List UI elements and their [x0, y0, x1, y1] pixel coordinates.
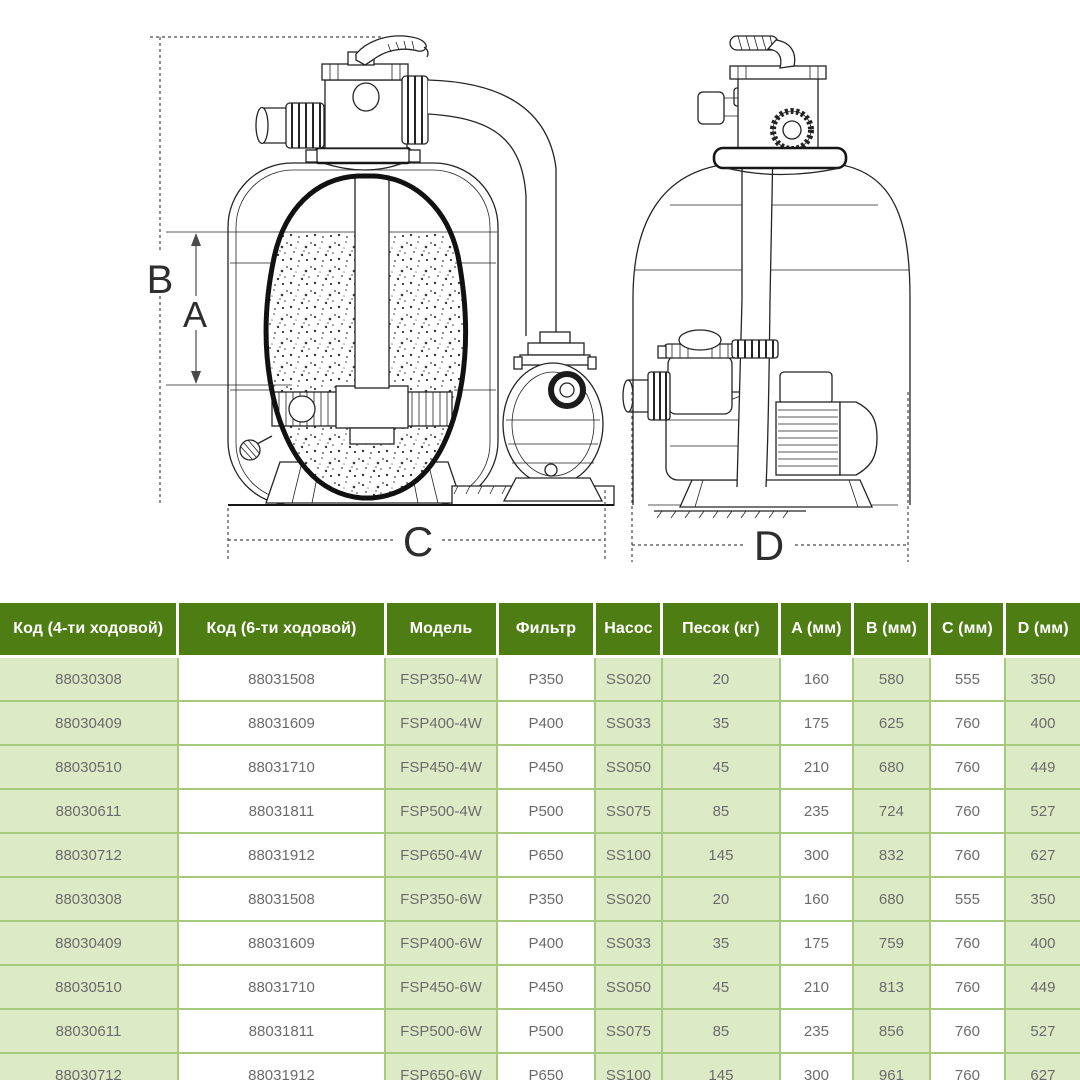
table-cell: 527 [1005, 789, 1080, 833]
table-cell: 300 [780, 833, 853, 877]
table-cell: 555 [930, 657, 1005, 702]
table-cell: 88031912 [178, 833, 385, 877]
column-header-7: B (мм) [853, 603, 930, 657]
table-cell: FSP650-6W [385, 1053, 497, 1080]
table-cell: 680 [853, 877, 930, 921]
table-cell: P450 [497, 745, 595, 789]
table-row [0, 657, 1080, 702]
spec-table-body [0, 657, 1080, 1080]
table-cell: 88031609 [178, 921, 385, 965]
column-header-3: Фильтр [497, 603, 595, 657]
table-cell: 85 [662, 789, 780, 833]
table-cell: FSP450-4W [385, 745, 497, 789]
header-row [0, 603, 1080, 657]
table-cell: 760 [930, 1053, 1005, 1080]
valve-handle [356, 36, 426, 65]
table-cell: FSP350-4W [385, 657, 497, 702]
table-cell: SS075 [595, 1009, 662, 1053]
table-cell: 88031811 [178, 1009, 385, 1053]
table-cell: P650 [497, 833, 595, 877]
dim-label-a: A [182, 294, 208, 335]
table-cell: 449 [1005, 965, 1080, 1009]
table-cell: SS033 [595, 921, 662, 965]
table-cell: 88031710 [178, 745, 385, 789]
table-cell: 20 [662, 877, 780, 921]
table-cell: P400 [497, 701, 595, 745]
table-cell: 760 [930, 921, 1005, 965]
column-header-4: Насос [595, 603, 662, 657]
table-cell: 88030409 [0, 921, 178, 965]
dim-label-d: D [753, 522, 785, 569]
table-cell: 527 [1005, 1009, 1080, 1053]
table-cell: 400 [1005, 921, 1080, 965]
table-cell: FSP400-6W [385, 921, 497, 965]
table-cell: 961 [853, 1053, 930, 1080]
table-cell: 400 [1005, 701, 1080, 745]
table-cell: 88030409 [0, 701, 178, 745]
table-cell: 759 [853, 921, 930, 965]
table-cell: SS100 [595, 1053, 662, 1080]
table-cell: 627 [1005, 833, 1080, 877]
table-cell: 724 [853, 789, 930, 833]
table-cell: P350 [497, 877, 595, 921]
table-cell: 680 [853, 745, 930, 789]
table-cell: 85 [662, 1009, 780, 1053]
column-header-9: D (мм) [1005, 603, 1080, 657]
table-cell: 88030712 [0, 1053, 178, 1080]
table-cell: 625 [853, 701, 930, 745]
table-cell: 760 [930, 701, 1005, 745]
column-header-8: C (мм) [930, 603, 1005, 657]
table-cell: 627 [1005, 1053, 1080, 1080]
table-row [0, 833, 1080, 877]
table-cell: 856 [853, 1009, 930, 1053]
table-cell: 145 [662, 1053, 780, 1080]
table-cell: 813 [853, 965, 930, 1009]
table-cell: 160 [780, 657, 853, 702]
table-cell: 760 [930, 965, 1005, 1009]
table-cell: SS033 [595, 701, 662, 745]
table-cell: FSP400-4W [385, 701, 497, 745]
dim-label-c: C [402, 518, 434, 565]
table-row [0, 965, 1080, 1009]
table-row [0, 877, 1080, 921]
table-cell: P650 [497, 1053, 595, 1080]
table-cell: SS050 [595, 965, 662, 1009]
table-row [0, 701, 1080, 745]
table-cell: SS050 [595, 745, 662, 789]
table-cell: P500 [497, 1009, 595, 1053]
dim-label-b: B [146, 258, 174, 302]
table-cell: 88031811 [178, 789, 385, 833]
table-cell: 760 [930, 1009, 1005, 1053]
table-cell: 580 [853, 657, 930, 702]
filter-side-view [623, 36, 910, 569]
table-row [0, 745, 1080, 789]
table-cell: SS100 [595, 833, 662, 877]
column-header-5: Песок (кг) [662, 603, 780, 657]
table-cell: 160 [780, 877, 853, 921]
table-cell: 449 [1005, 745, 1080, 789]
table-cell: 145 [662, 833, 780, 877]
table-cell: 88030510 [0, 965, 178, 1009]
table-cell: 300 [780, 1053, 853, 1080]
spec-table [0, 603, 1080, 1080]
column-header-6: A (мм) [780, 603, 853, 657]
table-cell: FSP500-6W [385, 1009, 497, 1053]
table-cell: 350 [1005, 657, 1080, 702]
table-cell: 88030712 [0, 833, 178, 877]
table-cell: 88030308 [0, 877, 178, 921]
pump-front-view [503, 332, 603, 501]
table-cell: 555 [930, 877, 1005, 921]
table-cell: P350 [497, 657, 595, 702]
table-cell: 235 [780, 789, 853, 833]
table-cell: 45 [662, 745, 780, 789]
table-cell: 45 [662, 965, 780, 1009]
table-cell: SS020 [595, 657, 662, 702]
column-header-1: Код (6-ти ходовой) [178, 603, 385, 657]
table-cell: 210 [780, 745, 853, 789]
table-cell: 760 [930, 745, 1005, 789]
table-row [0, 789, 1080, 833]
table-cell: 88030308 [0, 657, 178, 702]
table-cell: FSP650-4W [385, 833, 497, 877]
table-row [0, 1053, 1080, 1080]
table-cell: 210 [780, 965, 853, 1009]
table-cell: 88031710 [178, 965, 385, 1009]
multiport-valve-side [698, 36, 846, 175]
table-cell: 35 [662, 921, 780, 965]
table-cell: 760 [930, 789, 1005, 833]
filter-front-view [147, 36, 614, 565]
table-cell: 88030611 [0, 789, 178, 833]
table-cell: 350 [1005, 877, 1080, 921]
table-cell: 88031912 [178, 1053, 385, 1080]
table-cell: 20 [662, 657, 780, 702]
table-cell: 175 [780, 921, 853, 965]
table-cell: 88030611 [0, 1009, 178, 1053]
drain-fitting [240, 436, 272, 460]
table-cell: 175 [780, 701, 853, 745]
table-cell: 88031508 [178, 657, 385, 702]
table-cell: FSP350-6W [385, 877, 497, 921]
table-cell: P400 [497, 921, 595, 965]
table-cell: FSP500-4W [385, 789, 497, 833]
table-cell: 760 [930, 833, 1005, 877]
table-cell: SS075 [595, 789, 662, 833]
table-cell: 88031609 [178, 701, 385, 745]
table-cell: 235 [780, 1009, 853, 1053]
table-cell: 35 [662, 701, 780, 745]
table-cell: 832 [853, 833, 930, 877]
column-header-0: Код (4-ти ходовой) [0, 603, 178, 657]
table-cell: SS020 [595, 877, 662, 921]
table-cell: P500 [497, 789, 595, 833]
table-cell: P450 [497, 965, 595, 1009]
table-row [0, 1009, 1080, 1053]
table-cell: 88030510 [0, 745, 178, 789]
table-row [0, 921, 1080, 965]
multiport-valve [256, 36, 428, 170]
table-cell: 88031508 [178, 877, 385, 921]
table-cell: FSP450-6W [385, 965, 497, 1009]
column-header-2: Модель [385, 603, 497, 657]
spec-table-header [0, 603, 1080, 657]
